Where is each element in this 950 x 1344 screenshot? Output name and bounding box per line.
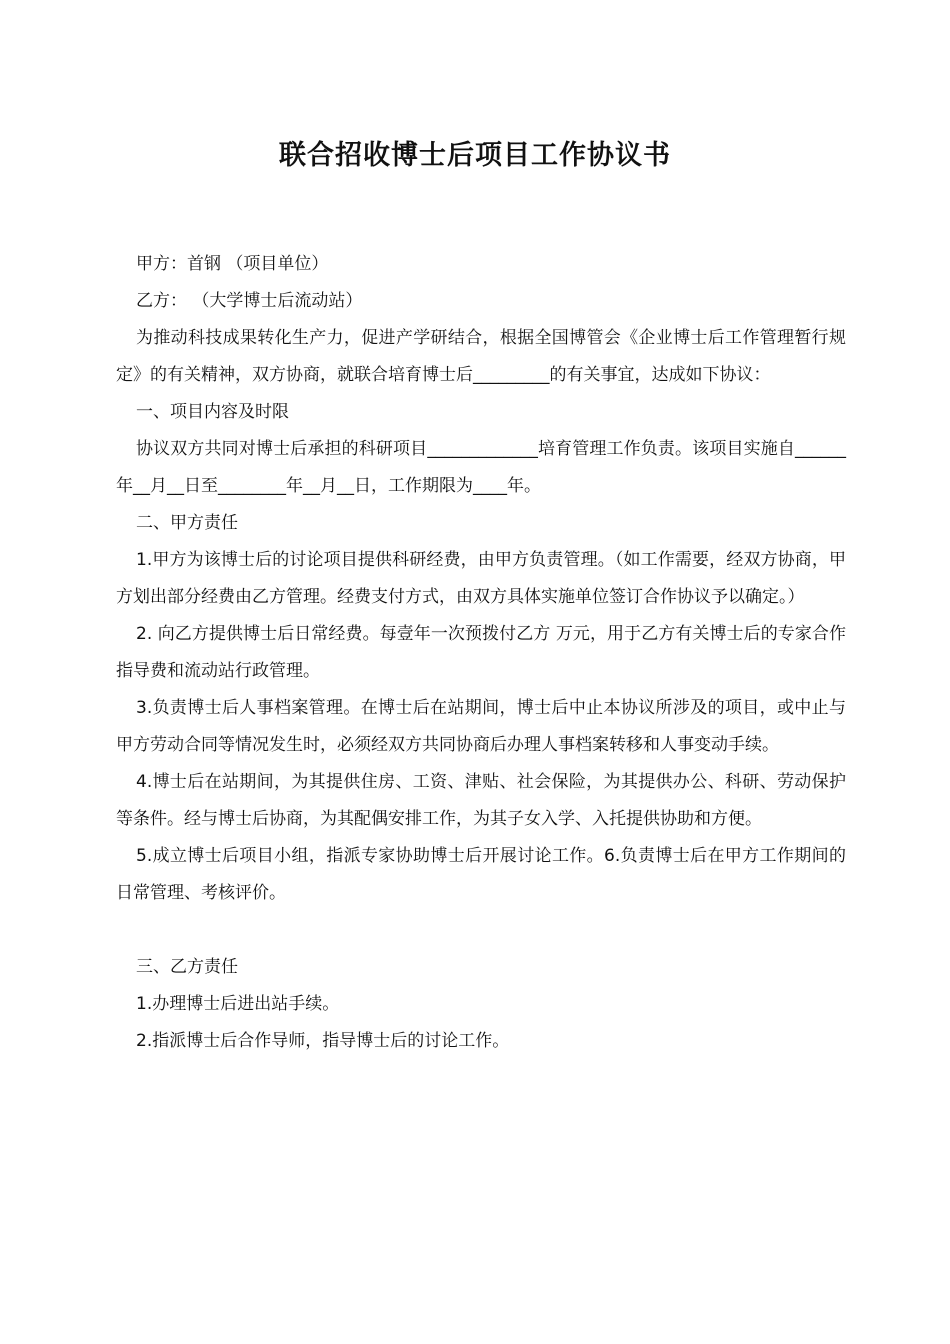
document-body bbox=[116, 246, 846, 1060]
party-a-clause-1: 1.甲方为该博士后的讨论项目提供科研经费，由甲方负责管理。（如工作需要，经双方协商，甲方划出部分经费由乙方管理。经费支付方式，由双方具体实施单位签订合作协议予以确定。） bbox=[116, 550, 846, 607]
preamble-paragraph: 为推动科技成果转化生产力，促进产学研结合，根据全国博管会《企业博士后工作管理暂行规定》的有关精神，双方协商，就联合培育博士后_________的有关事宜，达成如下协议： bbox=[116, 328, 846, 385]
party-a-clause-4: 4.博士后在站期间，为其提供住房、工资、津贴、社会保险，为其提供办公、科研、劳动保护等条件。经与博士后协商，为其配偶安排工作，为其子女入学、入托提供协助和方便。 bbox=[116, 772, 846, 829]
project-term-paragraph: 协议双方共同对博士后承担的科研项目_____________培育管理工作负责。该项目实施自______年__月__日至________年__月__日，工作期限为____年。 bbox=[116, 439, 846, 496]
party-a-clause-2: 2. 向乙方提供博士后日常经费。每壹年一次预拨付乙方 万元，用于乙方有关博士后的专家合作指导费和流动站行政管理。 bbox=[116, 624, 846, 681]
party-b-clause-2: 2.指派博士后合作导师，指导博士后的讨论工作。 bbox=[136, 1031, 510, 1051]
section-heading-2: 二、甲方责任 bbox=[136, 513, 238, 533]
party-b-line: 乙方： （大学博士后流动站） bbox=[136, 291, 363, 311]
party-b-clause-1: 1.办理博士后进出站手续。 bbox=[136, 994, 340, 1014]
party-a-clause-5-6: 5.成立博士后项目小组，指派专家协助博士后开展讨论工作。6.负责博士后在甲方工作期间的日常管理、考核评价。 bbox=[116, 846, 846, 903]
party-a-line: 甲方：首钢 （项目单位） bbox=[136, 254, 329, 274]
document-title: 联合招收博士后项目工作协议书 bbox=[279, 140, 671, 171]
section-heading-1: 一、项目内容及时限 bbox=[136, 402, 289, 422]
section-heading-3: 三、乙方责任 bbox=[136, 957, 238, 977]
party-a-clause-3: 3.负责博士后人事档案管理。在博士后在站期间，博士后中止本协议所涉及的项目，或中止与甲方劳动合同等情况发生时，必须经双方共同协商后办理人事档案转移和人事变动手续。 bbox=[116, 698, 846, 755]
